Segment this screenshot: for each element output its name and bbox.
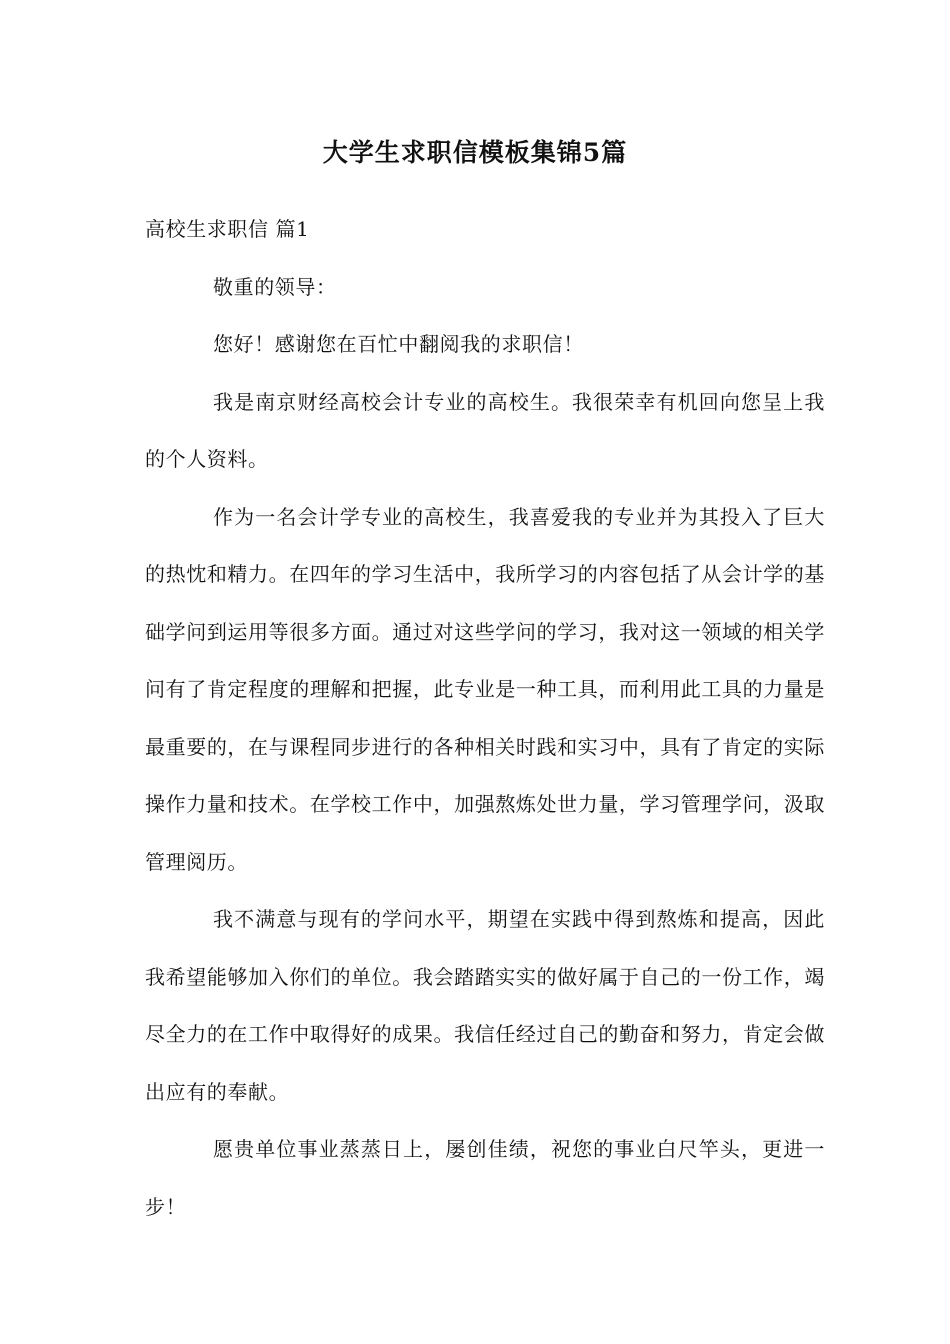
paragraph-education: 作为一名会计学专业的高校生，我喜爱我的专业并为其投入了巨大的热忱和精力。在四年的学习生活中，我所学习的内容包括了从会计学的基础学问到运用等很多方面。通过对这些学问的学习，我对这一领域的相关学问有了肯定程度的理解和把握，此专业是一种工具，而利用此工具的力量是最重要的，在与课程同步进行的各种相关时践和实习中，具有了肯定的实际操作力量和技术。在学校工作中，加强熬炼处世力量，学习管理学问，汲取管理阅历。 — [145, 504, 825, 874]
document-body — [145, 201, 825, 1236]
paragraph-closing: 愿贵单位事业蒸蒸日上，屡创佳绩，祝您的事业白尺竿头，更进一步！ — [145, 1137, 825, 1219]
document-title: 大学生求职信模板集锦5篇 — [322, 138, 628, 167]
paragraph-greeting: 您好！感谢您在百忙中翻阅我的求职信！ — [213, 332, 584, 356]
salutation: 敬重的领导： — [213, 274, 337, 299]
section-heading: 高校生求职信 篇1 — [145, 217, 310, 241]
paragraph-introduction: 我是南京财经高校会计专业的高校生。我很荣幸有机回向您呈上我的个人资料。 — [145, 389, 825, 471]
paragraph-motivation: 我不满意与现有的学问水平，期望在实践中得到熬炼和提高，因此我希望能够加入你们的单位。我会踏踏实实的做好属于自己的一份工作，竭尽全力的在工作中取得好的成果。我信任经过自己的勤奋和努力，肯定会做出应有的奉献。 — [145, 907, 825, 1104]
